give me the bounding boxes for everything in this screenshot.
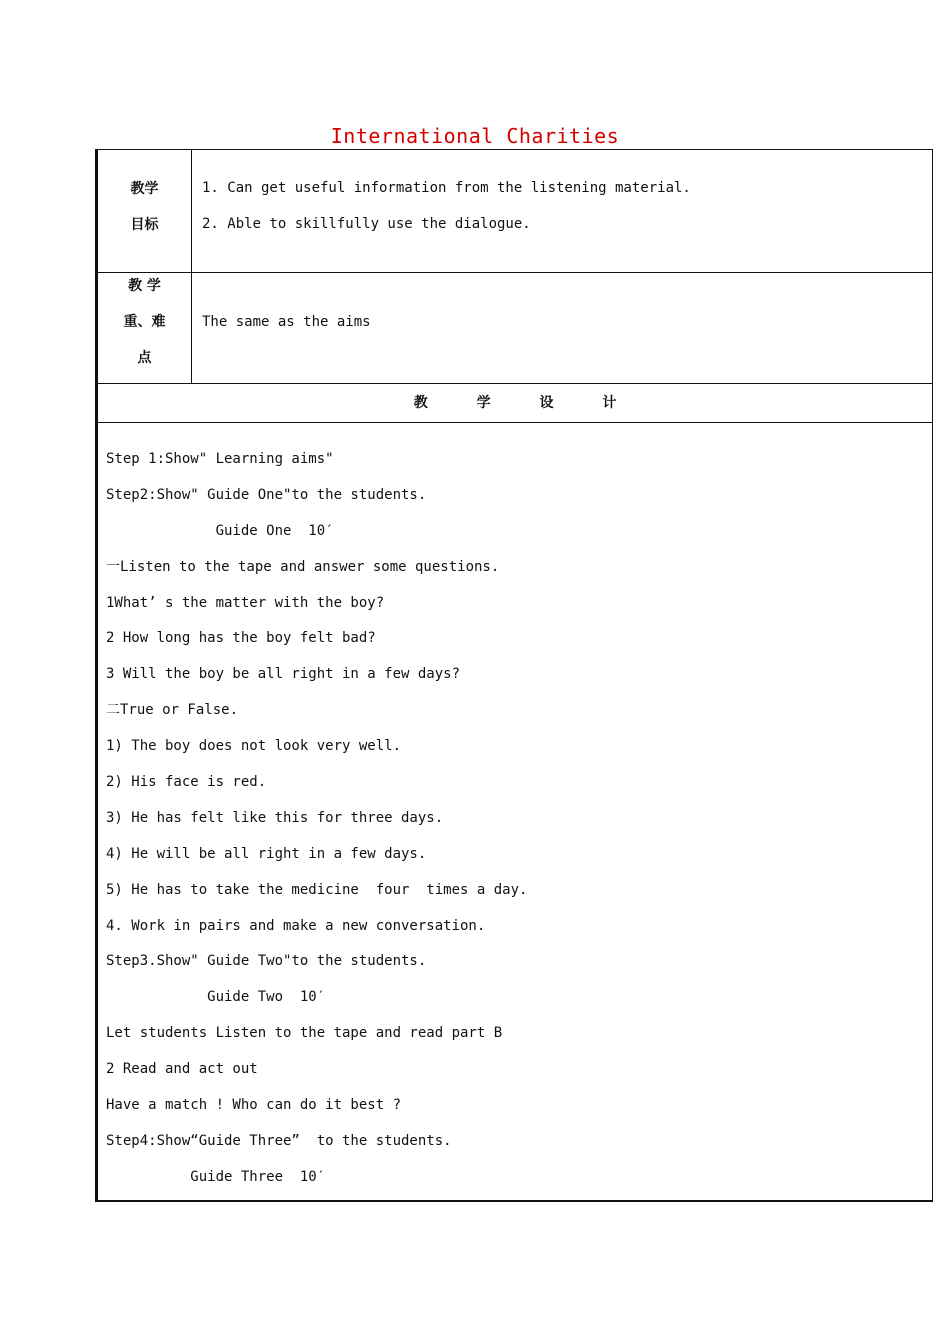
step-line: 二True or False. (106, 702, 239, 719)
teaching-steps (106, 442, 924, 1196)
step-line: 2 Read and act out (106, 1061, 258, 1078)
step-line: Let students Listen to the tape and read part B (106, 1025, 503, 1042)
step-line: Step 1:Show" Learning aims" (106, 451, 334, 467)
key-label-line2: 重、难 (123, 314, 166, 330)
step-line: 5) He has to take the medicine four times a day. (106, 881, 528, 898)
document-title: International Charities (330, 124, 620, 148)
step-line: 3) He has felt like this for three days. (106, 809, 444, 826)
step-line: 一Listen to the tape and answer some questions. (106, 558, 500, 575)
design-char: 教 (413, 395, 428, 411)
key-points-text: The same as the aims (202, 314, 371, 330)
step-line: Step2:Show" Guide One"to the students. (106, 486, 427, 503)
design-char: 设 (539, 395, 554, 411)
step-line: 2) His face is red. (106, 774, 267, 791)
label-column-divider (191, 150, 192, 383)
step-line: Have a match ! Who can do it best ? (106, 1097, 402, 1114)
teaching-design-header (98, 384, 932, 422)
step-line: 4) He will be all right in a few days. (106, 845, 427, 862)
step-line: Guide One 10′ (106, 522, 334, 539)
key-label-line1: 教 学 (128, 278, 161, 294)
aims-label-line1: 教学 (130, 181, 159, 197)
key-label-line3: 点 (137, 350, 152, 366)
aim-item-2: 2. Able to skillfully use the dialogue. (202, 216, 531, 232)
lesson-plan-table (95, 149, 933, 1202)
aim-item-1: 1. Can get useful information from the listening material. (202, 180, 691, 196)
step-line: 2 How long has the boy felt bad? (106, 630, 376, 647)
design-char: 计 (602, 395, 617, 411)
step-line: 3 Will the boy be all right in a few days? (106, 666, 461, 683)
row-divider (98, 422, 932, 423)
step-line: 1What’ s the matter with the boy? (106, 594, 385, 611)
step-line: 1) The boy does not look very well. (106, 738, 402, 755)
step-line: Step3.Show" Guide Two"to the students. (106, 953, 427, 970)
step-line: Guide Two 10′ (106, 989, 326, 1006)
aims-label-line2: 目标 (130, 217, 159, 233)
step-line: Step4:Show“Guide Three” to the students. (106, 1132, 452, 1149)
step-line: Guide Three 10′ (106, 1168, 326, 1185)
design-char: 学 (476, 395, 491, 411)
step-line: 4. Work in pairs and make a new conversation. (106, 917, 486, 934)
row-divider (98, 272, 932, 273)
